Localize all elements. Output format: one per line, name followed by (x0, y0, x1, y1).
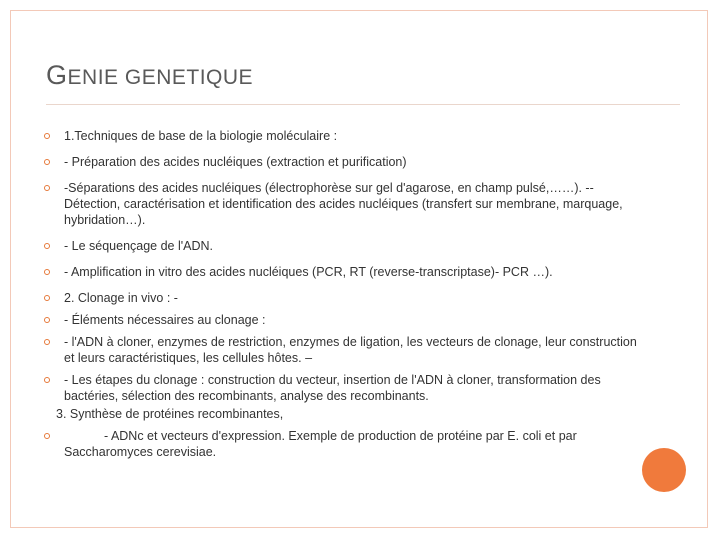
list-item: - Préparation des acides nucléiques (extraction et purification) (44, 154, 644, 170)
bullet-icon (44, 339, 50, 345)
bullet-list (44, 128, 644, 460)
bullet-icon (44, 133, 50, 139)
list-item: 2. Clonage in vivo : - (44, 290, 644, 306)
title-divider (46, 104, 680, 105)
list-item: - l'ADN à cloner, enzymes de restriction, enzymes de ligation, les vecteurs de clonage, leur construction et leurs caractéristiques, les cellules hôtes. – (44, 334, 644, 366)
bullet-icon (44, 433, 50, 439)
bullet-icon (44, 243, 50, 249)
bullet-icon (44, 377, 50, 383)
list-item: - ADNc et vecteurs d'expression. Exemple de production de protéine par E. coli et par Saccharomyces cerevisiae. (44, 428, 644, 460)
bullet-icon (44, 295, 50, 301)
bullet-icon (44, 159, 50, 165)
title-initial: G (46, 60, 68, 90)
title-rest: ENIE GENETIQUE (67, 66, 254, 89)
accent-circle (642, 448, 686, 492)
list-item: - Le séquençage de l'ADN. (44, 238, 644, 254)
bullet-icon (44, 317, 50, 323)
list-item: - Amplification in vitro des acides nucléiques (PCR, RT (reverse-transcriptase)- PCR …). (44, 264, 644, 280)
list-item: 1.Techniques de base de la biologie moléculaire : (44, 128, 644, 144)
list-item: - Les étapes du clonage : construction du vecteur, insertion de l'ADN à cloner, transformation des bactéries, sélection des recombinants, analyse des recombinants. (44, 372, 644, 404)
slide-title (46, 60, 253, 91)
bullet-icon (44, 269, 50, 275)
list-item: 3. Synthèse de protéines recombinantes, (56, 407, 284, 421)
list-item: -Séparations des acides nucléiques (électrophorèse sur gel d'agarose, en champ pulsé,……). --Détection, caractérisation et identification des acides nucléiques (transfert sur membrane, marquage, hybridation…). (44, 180, 644, 228)
bullet-icon (44, 185, 50, 191)
list-item: - Éléments nécessaires au clonage : (44, 312, 644, 328)
